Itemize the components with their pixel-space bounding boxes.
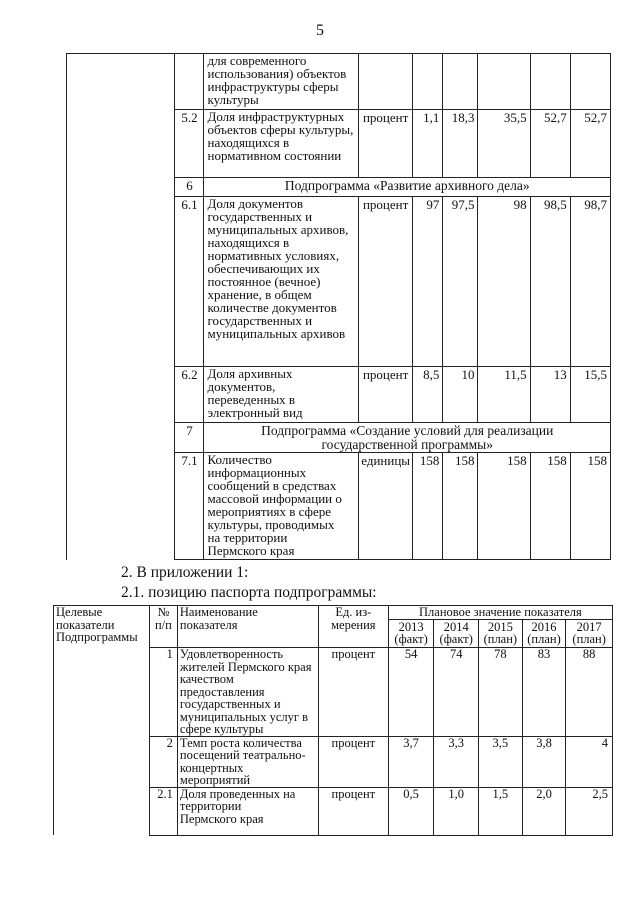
value-2013: 54 — [388, 648, 434, 737]
value-2017: 98,7 — [570, 197, 610, 367]
value-2015: 158 — [478, 453, 530, 560]
year-2013: 2013 (факт) — [388, 620, 434, 648]
table-header-row — [54, 606, 613, 620]
value-2014: 18,3 — [443, 110, 478, 178]
value-2017: 158 — [570, 453, 610, 560]
value-2014: 74 — [434, 648, 479, 737]
indicator-name: Доля документов государственных и муниципальных архивов, находящихся в нормативных условиях, обеспечивающих их постоянное (вечное) хранение, в общем количестве документов государственных и муниципальных архивов — [204, 197, 359, 367]
unit: процент — [318, 736, 388, 787]
value-2014: 3,3 — [434, 736, 479, 787]
indicator-name: Доля инфраструктурных объектов сферы культуры, находящихся в нормативном состоянии — [204, 110, 359, 178]
value-2013: 1,1 — [413, 110, 443, 178]
row-number: 7.1 — [175, 453, 204, 560]
unit: процент — [359, 110, 413, 178]
value-2013 — [413, 54, 443, 110]
value-2017: 88 — [566, 648, 613, 737]
unit: процент — [318, 787, 388, 835]
value-2016: 13 — [530, 367, 570, 423]
indicator-name: Удовлетворенность жителей Пермского края качеством предоставления государственных и муниципальных услуг в сфере культуры — [177, 648, 318, 737]
value-2015: 11,5 — [478, 367, 530, 423]
value-2015: 1,5 — [479, 787, 523, 835]
value-2013: 158 — [413, 453, 443, 560]
left-empty-column — [67, 54, 175, 560]
targets-label: Целевые показатели Подпрограммы — [54, 606, 150, 836]
page-number: 5 — [316, 22, 324, 39]
value-2017: 4 — [566, 736, 613, 787]
value-2017: 15,5 — [570, 367, 610, 423]
header-number: № п/п — [149, 606, 177, 648]
subprogram-title: Подпрограмма «Развитие архивного дела» — [204, 178, 611, 197]
value-2016: 83 — [522, 648, 566, 737]
row-number: 6.2 — [175, 367, 204, 423]
indicator-name: Доля проведенных на территории Пермского края — [177, 787, 318, 835]
subprogram-number: 7 — [175, 423, 204, 453]
subprogram-number: 6 — [175, 178, 204, 197]
row-number: 1 — [149, 648, 177, 737]
subprogram-title: Подпрограмма «Создание условий для реализации государственной программы» — [204, 423, 611, 453]
value-2016: 98,5 — [530, 197, 570, 367]
year-2015: 2015 (план) — [479, 620, 523, 648]
table-row — [67, 54, 611, 110]
value-2015: 3,5 — [479, 736, 523, 787]
row-number: 2.1 — [149, 787, 177, 835]
year-2017: 2017 (план) — [566, 620, 613, 648]
unit: процент — [318, 648, 388, 737]
year-2016: 2016 (план) — [522, 620, 566, 648]
indicators-table-continued — [66, 53, 611, 560]
value-2013: 8,5 — [413, 367, 443, 423]
subprogram-passport-table — [53, 605, 613, 836]
header-plan: Плановое значение показателя — [388, 606, 612, 620]
row-number: 2 — [149, 736, 177, 787]
value-2015: 78 — [479, 648, 523, 737]
value-2014: 10 — [443, 367, 478, 423]
value-2013: 3,7 — [388, 736, 434, 787]
value-2016 — [530, 54, 570, 110]
unit: процент — [359, 367, 413, 423]
value-2016: 3,8 — [522, 736, 566, 787]
unit — [359, 54, 413, 110]
unit: процент — [359, 197, 413, 367]
value-2014 — [443, 54, 478, 110]
value-2013: 97 — [413, 197, 443, 367]
value-2016: 158 — [530, 453, 570, 560]
value-2017: 2,5 — [566, 787, 613, 835]
year-2014: 2014 (факт) — [434, 620, 479, 648]
value-2016: 2,0 — [522, 787, 566, 835]
indicator-name: Доля архивных документов, переведенных в электронный вид — [204, 367, 359, 423]
indicator-name: Количество информационных сообщений в средствах массовой информации о мероприятиях в сфере культуры, проводимых на территории Пермского края — [204, 453, 359, 560]
header-unit: Ед. из-мерения — [318, 606, 388, 648]
value-2014: 97,5 — [443, 197, 478, 367]
row-number: 6.1 — [175, 197, 204, 367]
header-name: Наименование показателя — [177, 606, 318, 648]
value-2015: 98 — [478, 197, 530, 367]
value-2014: 158 — [443, 453, 478, 560]
row-number: 5.2 — [175, 110, 204, 178]
value-2015: 35,5 — [478, 110, 530, 178]
unit: единицы — [359, 453, 413, 560]
value-2014: 1,0 — [434, 787, 479, 835]
value-2013: 0,5 — [388, 787, 434, 835]
value-2015 — [478, 54, 530, 110]
amendment-heading: 2. В приложении 1: — [121, 564, 249, 581]
amendment-subheading: 2.1. позицию паспорта подпрограммы: — [121, 584, 377, 601]
row-number — [175, 54, 204, 110]
indicator-name: Темп роста количества посещений театрально-концертных мероприятий — [177, 736, 318, 787]
value-2017 — [570, 54, 610, 110]
value-2016: 52,7 — [530, 110, 570, 178]
indicator-name: для современного использования) объектов инфраструктуры сферы культуры — [204, 54, 359, 110]
value-2017: 52,7 — [570, 110, 610, 178]
